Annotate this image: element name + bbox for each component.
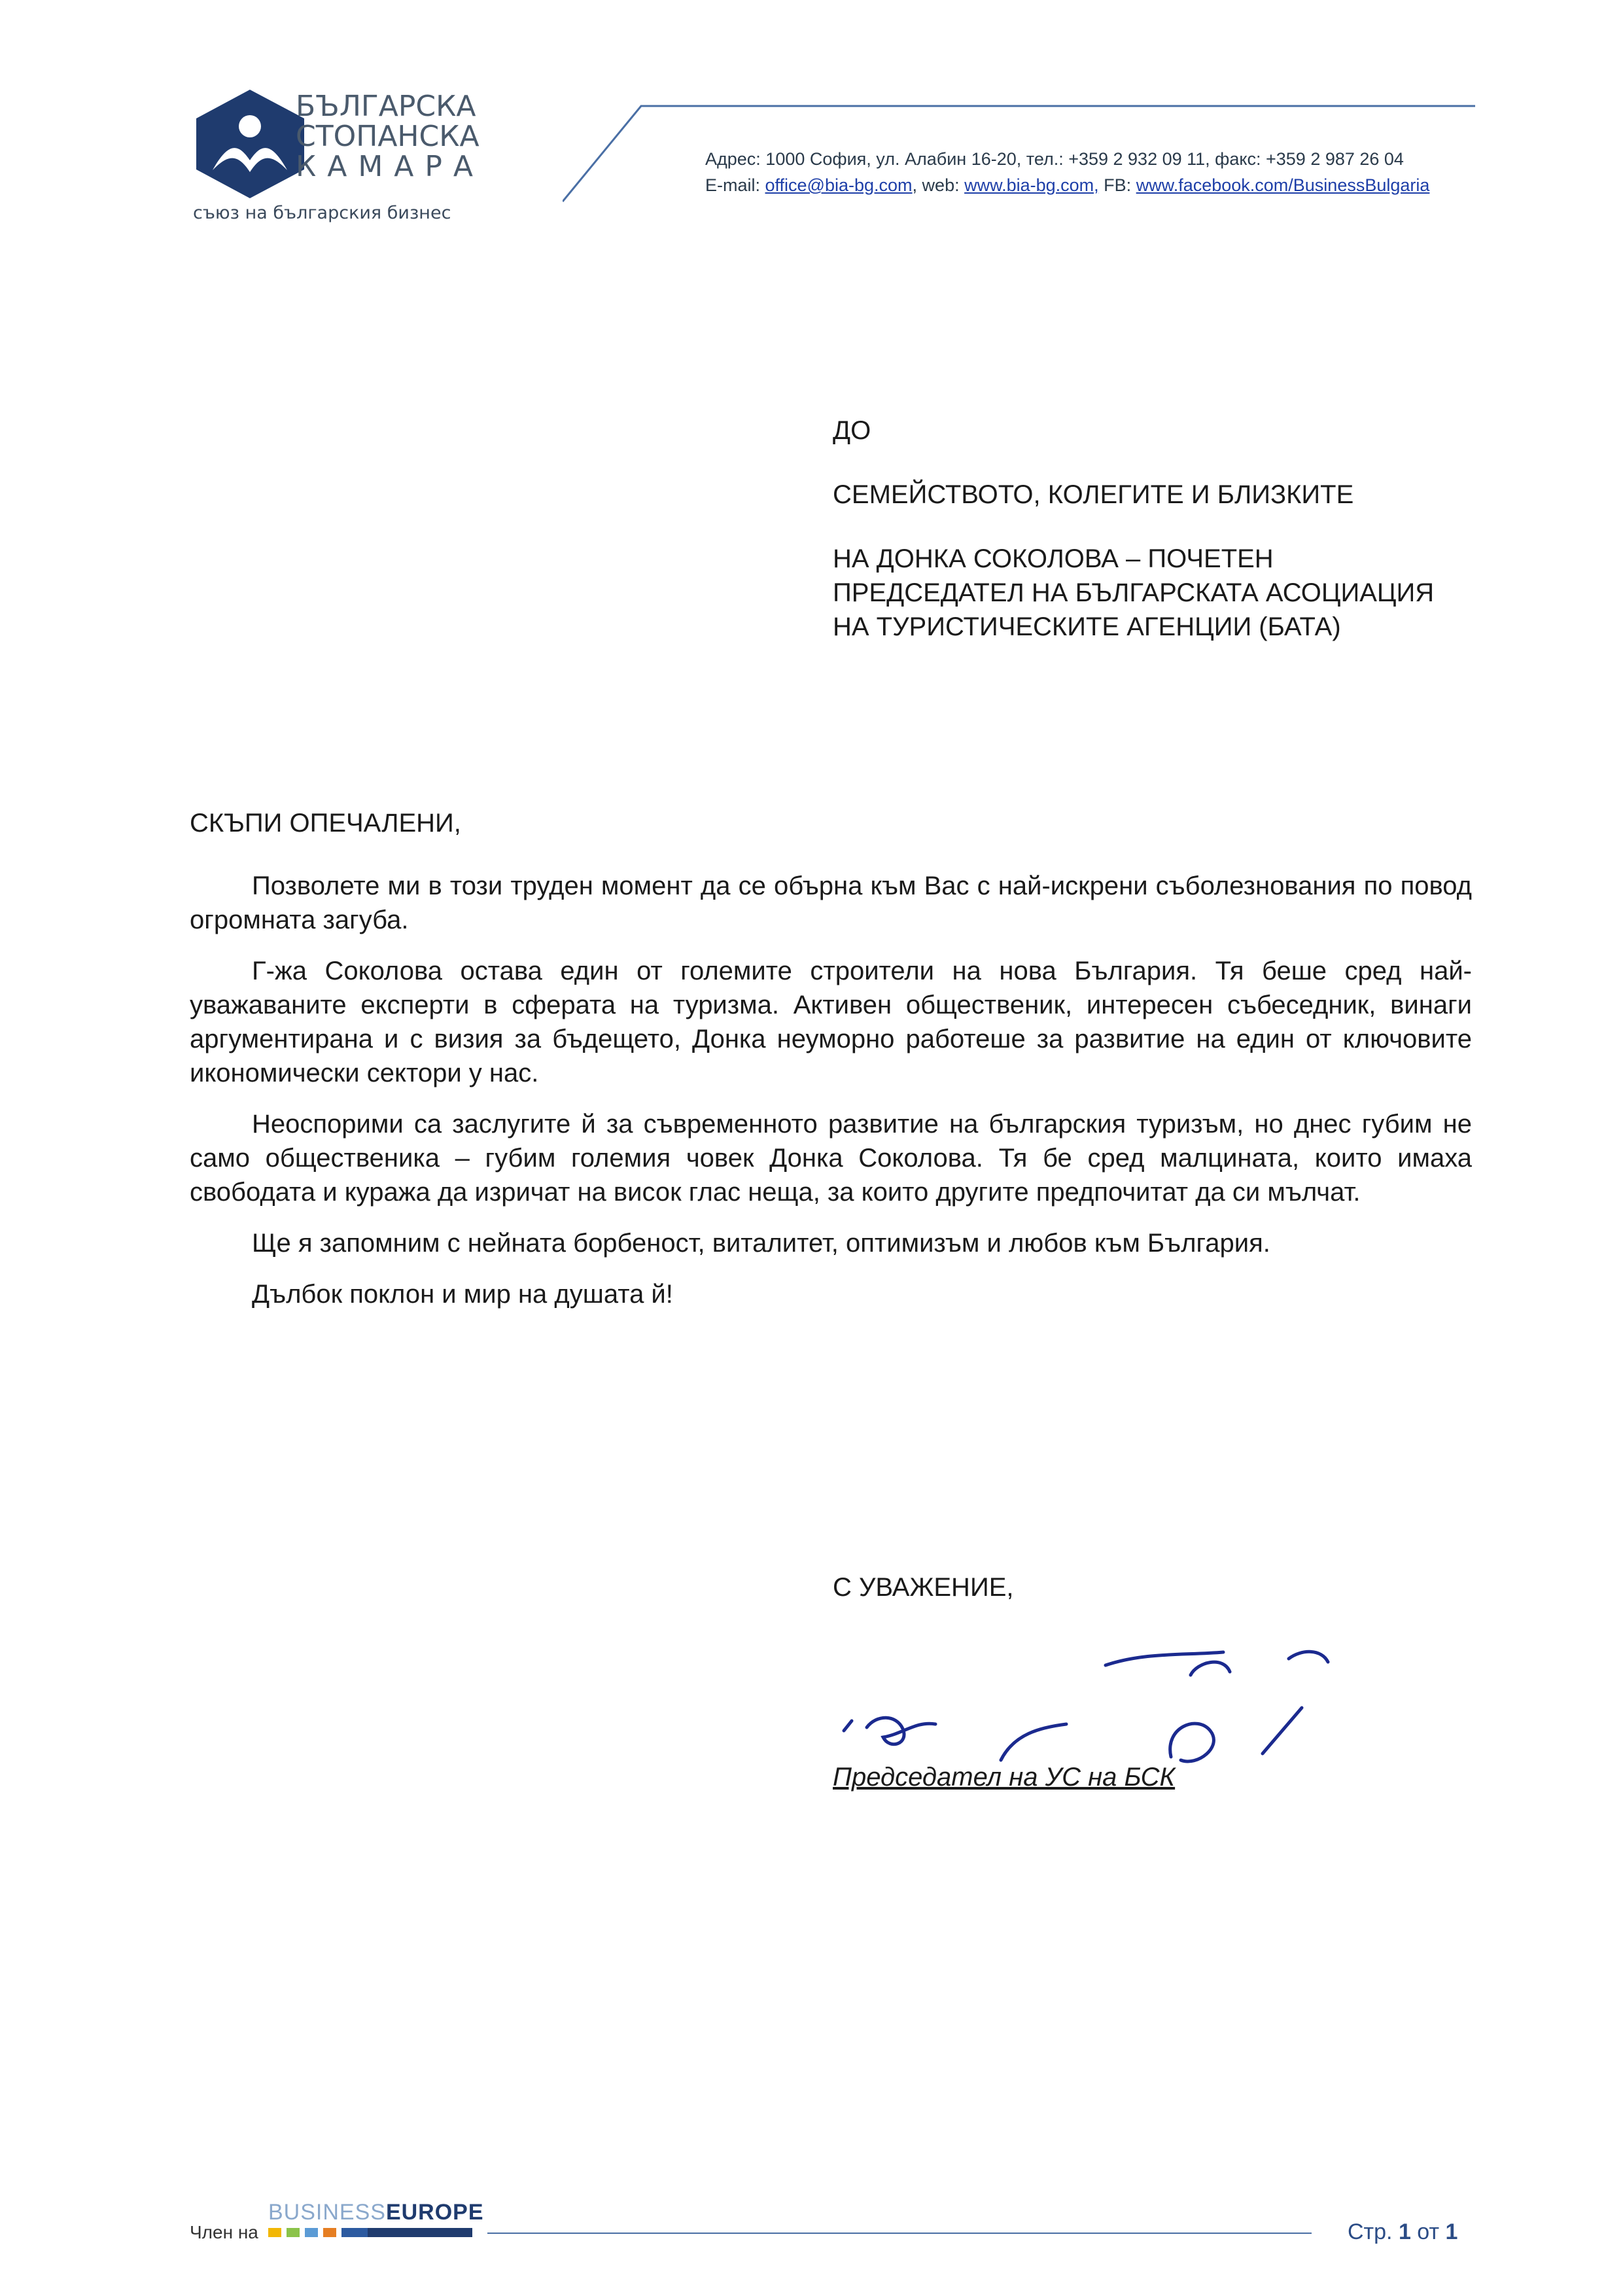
contact-address: Адрес: 1000 София, ул. Алабин 16-20, тел.: +359 2 932 09 11, факс: +359 2 987 26 04 xyxy=(705,149,1404,169)
businesseurope-part1: BUSINESS xyxy=(268,2200,386,2225)
closing: С УВАЖЕНИЕ, xyxy=(833,1573,1014,1602)
org-name-line2: СТОПАНСКА xyxy=(296,120,480,153)
paragraph-1: Позволете ми в този труден момент да се обърна към Вас с най-искрени съболезнования по повод огромната загуба. xyxy=(190,872,1472,934)
contact-links xyxy=(705,175,1429,196)
color-block xyxy=(368,2228,472,2237)
page-sep: от xyxy=(1410,2219,1446,2244)
facebook-link[interactable]: www.facebook.com/BusinessBulgaria xyxy=(1136,175,1430,195)
member-of-label: Член на xyxy=(190,2222,258,2242)
color-block xyxy=(268,2228,281,2237)
recipient-line-4: НА ТУРИСТИЧЕСКИТЕ АГЕНЦИИ (БАТА) xyxy=(833,612,1341,641)
page-total: 1 xyxy=(1445,2219,1458,2244)
page-current: 1 xyxy=(1398,2219,1411,2244)
facebook-label: FB: xyxy=(1098,175,1136,195)
paragraph-4: Ще я запомним с нейната борбеност, виталитет, оптимизъм и любов към България. xyxy=(252,1229,1270,1258)
website-link[interactable]: www.bia-bg.com, xyxy=(964,175,1099,195)
page-prefix: Стр. xyxy=(1348,2219,1399,2244)
businesseurope-part2: EUROPE xyxy=(385,2200,484,2225)
color-block xyxy=(341,2228,368,2237)
paragraph-5: Дълбок поклон и мир на душата й! xyxy=(252,1280,673,1309)
email-label: E-mail: xyxy=(705,175,765,195)
recipient-line-1: СЕМЕЙСТВОТО, КОЛЕГИТЕ И БЛИЗКИТЕ xyxy=(833,480,1354,509)
recipient-line-3: ПРЕДСЕДАТЕЛ НА БЪЛГАРСКАТА АСОЦИАЦИЯ xyxy=(833,578,1435,607)
businesseurope-color-bar xyxy=(268,2228,484,2237)
businesseurope-logo xyxy=(268,2200,484,2237)
signer-title: Председател на УС на БСК xyxy=(833,1763,1176,1792)
web-label: , web: xyxy=(912,175,965,195)
color-block xyxy=(305,2228,318,2237)
businesseurope-wordmark xyxy=(268,2200,484,2225)
paragraph-2: Г-жа Соколова остава един от големите строители на нова България. Тя беше сред най-уважаваните експерти в сферата на туризма. Активен общественик, интересен събеседник, винаги аргументирана и с визия за бъдещето, Донка неуморно работеше за развитие на един от ключовите икономически сектори у нас. xyxy=(190,957,1472,1087)
org-name-line1: БЪЛГАРСКА xyxy=(296,90,476,123)
salutation: СКЪПИ ОПЕЧАЛЕНИ, xyxy=(190,809,461,838)
recipient-to: ДО xyxy=(833,416,871,445)
email-link[interactable]: office@bia-bg.com xyxy=(765,175,913,195)
color-block xyxy=(287,2228,300,2237)
page-number xyxy=(1348,2219,1457,2245)
recipient-block xyxy=(833,542,1434,644)
footer-divider-line xyxy=(487,2233,1312,2234)
letter-body xyxy=(190,869,1472,1328)
organization-logo xyxy=(193,88,307,200)
paragraph-3: Неоспорими са заслугите й за съвременното развитие на българския туризъм, но днес губим не само общественика – губим големия човек Донка Соколова. Тя бе сред малцината, които имаха свободата и куража да изричат на висок глас неща, за които другите предпочитат да си мълчат. xyxy=(190,1110,1472,1207)
recipient-line-2: НА ДОНКА СОКОЛОВА – ПОЧЕТЕН xyxy=(833,544,1274,573)
color-block xyxy=(323,2228,336,2237)
org-name-line3: КАМАРА xyxy=(296,150,485,183)
org-tagline: съюз на българския бизнес xyxy=(193,203,451,223)
